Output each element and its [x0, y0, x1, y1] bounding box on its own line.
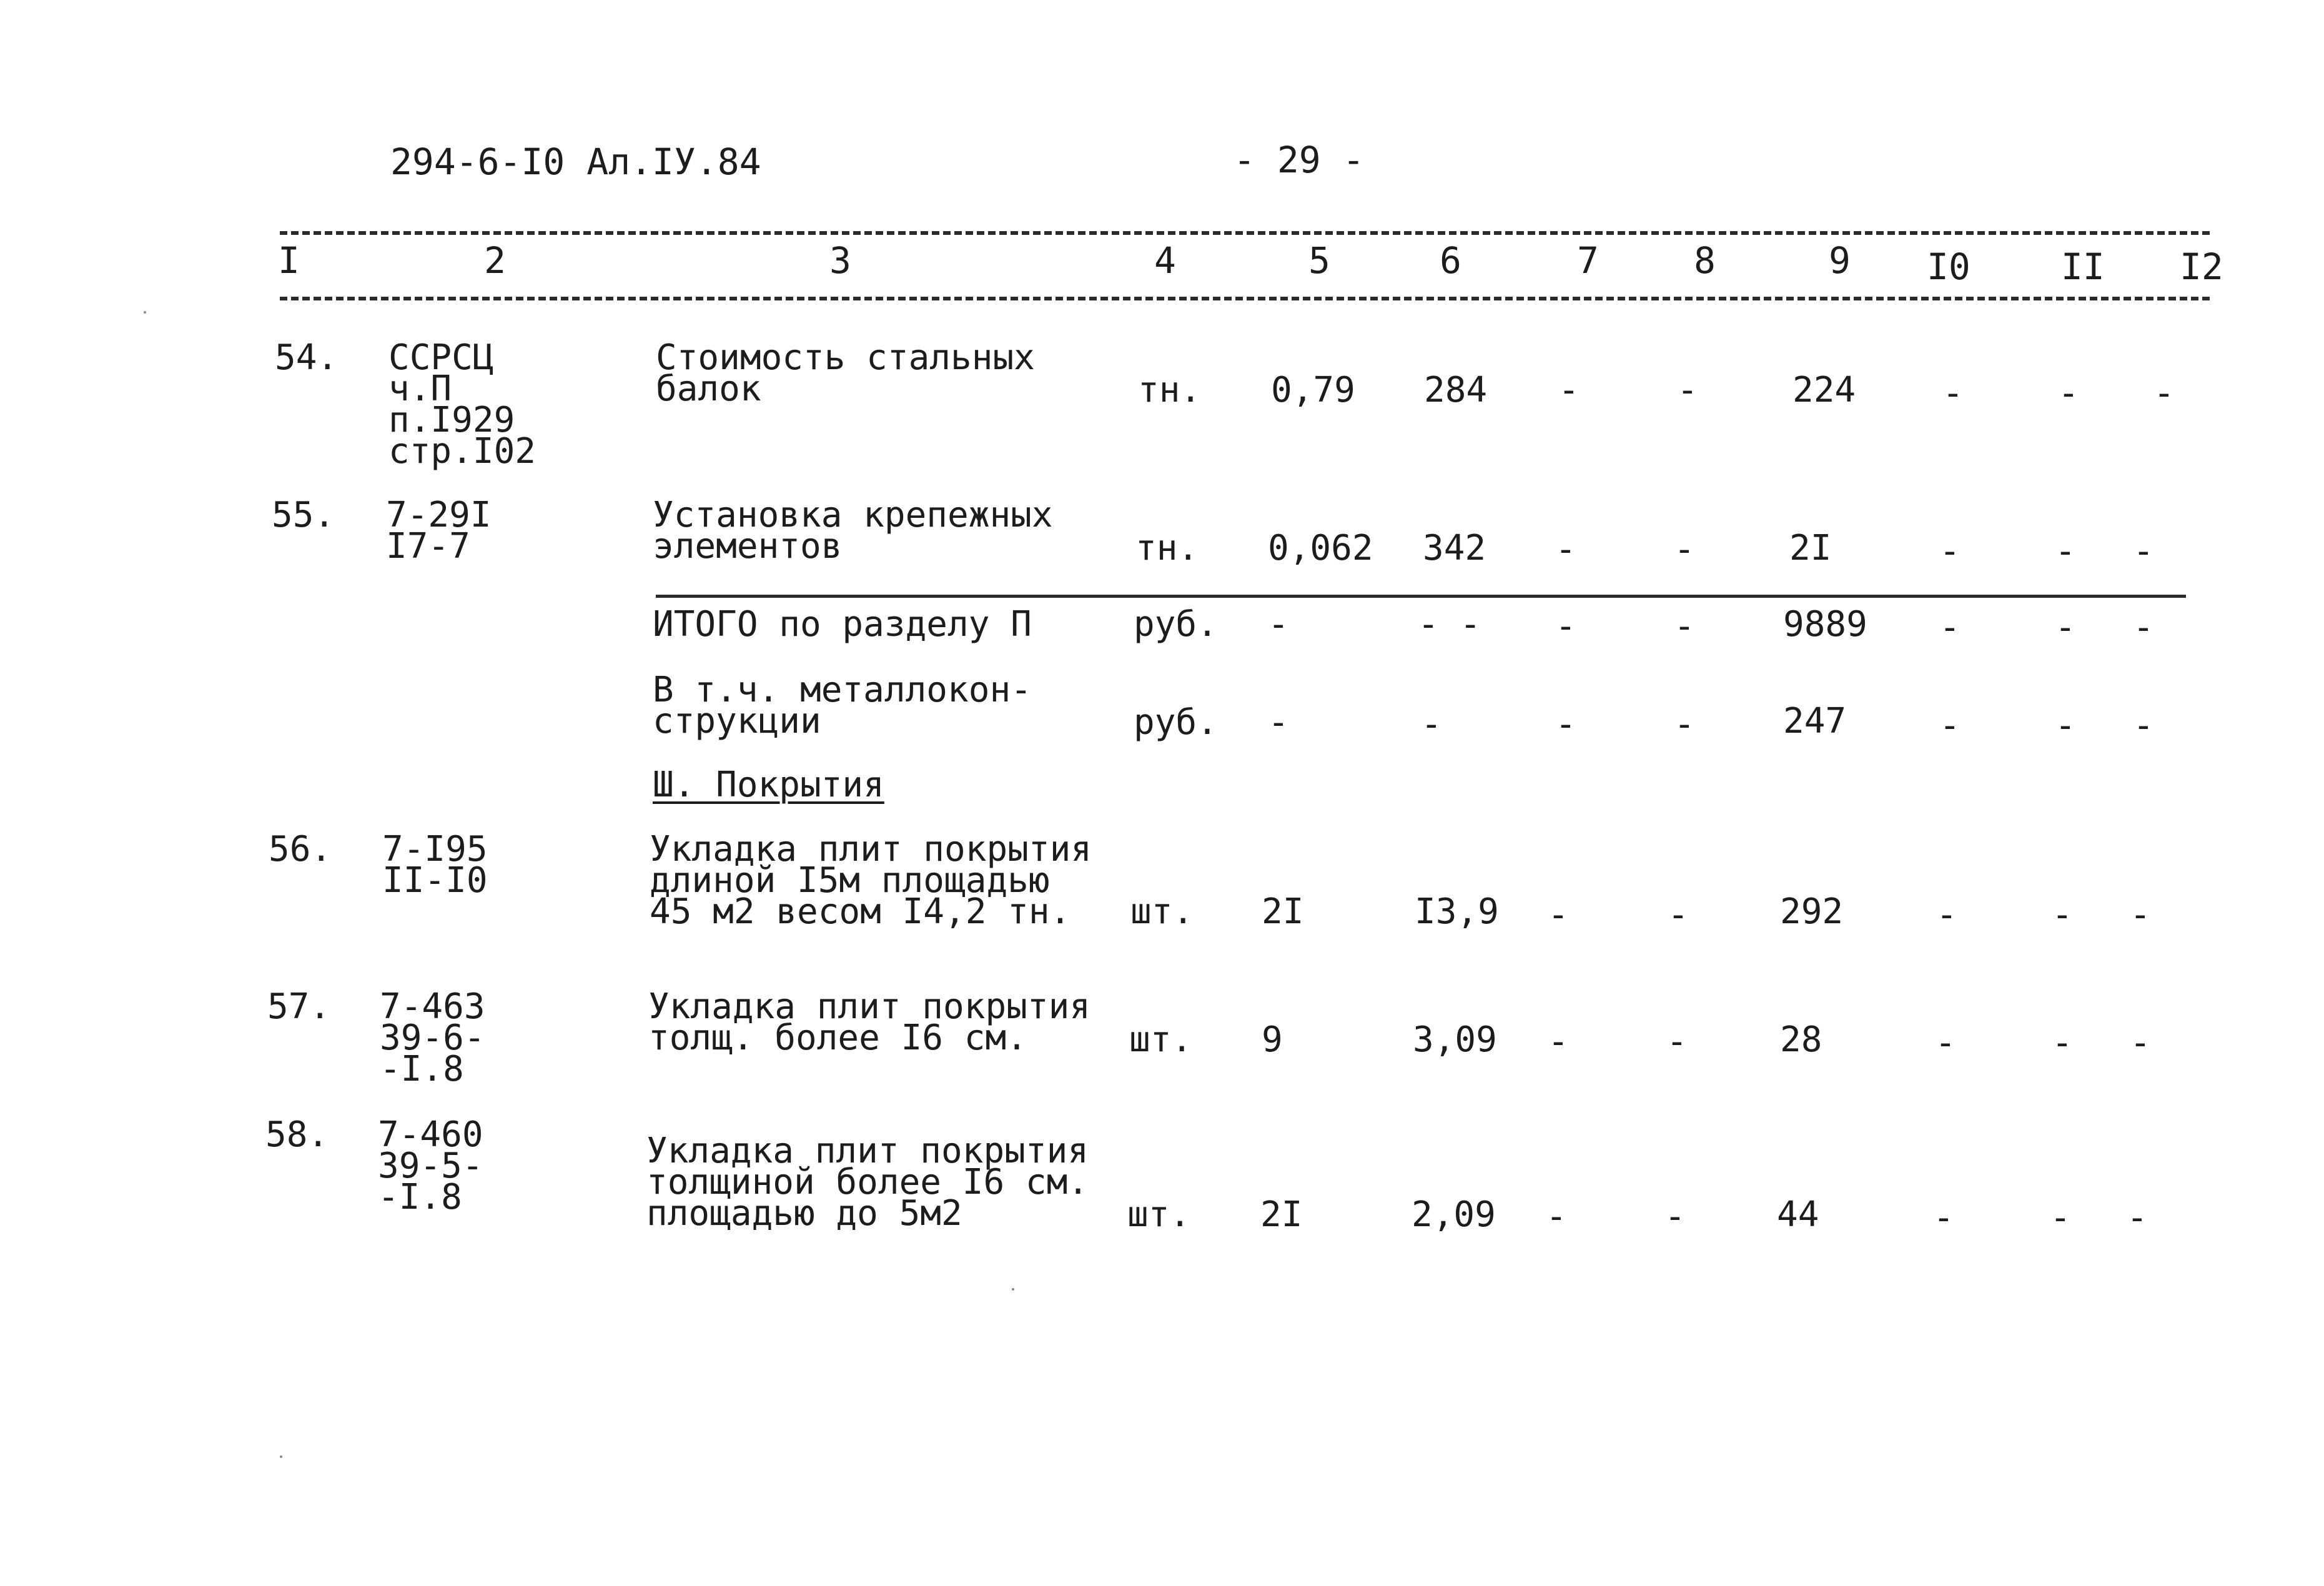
cell-col7: -	[1555, 704, 1576, 745]
cell-col7: -	[1555, 529, 1576, 570]
column-header: 7	[1577, 239, 1599, 282]
column-header: 2	[484, 239, 506, 282]
quantity-cell: -	[1268, 702, 1289, 743]
unit-cost-cell: 2,09	[1412, 1194, 1496, 1235]
column-header: 5	[1308, 239, 1330, 282]
quantity-cell: 0,062	[1268, 528, 1373, 568]
cell-col8: -	[1674, 606, 1695, 647]
section-total-rule	[656, 595, 2186, 598]
cell-col11: -	[2055, 531, 2076, 572]
row-number: 55.	[272, 495, 335, 535]
cell-col11: -	[2052, 1023, 2073, 1063]
column-header: I2	[2180, 245, 2223, 288]
work-description: Укладка плит покрытия длиной I5м площадью 45 м2 весом I4,2 тн.	[650, 829, 1092, 932]
unit-cost-cell: -	[1421, 704, 1442, 745]
cell-col7: -	[1558, 370, 1580, 410]
cell-col11: -	[2052, 895, 2073, 935]
subtotal-label: В т.ч. металлокон- струкции	[653, 670, 1032, 741]
total-cost-cell: 224	[1792, 370, 1856, 410]
row-number: 54.	[275, 337, 339, 378]
cell-col8: -	[1674, 704, 1695, 745]
column-header: I	[278, 239, 300, 282]
row-number: 57.	[267, 986, 331, 1027]
cell-col10: -	[1935, 1023, 1956, 1063]
cell-col11: -	[2058, 373, 2079, 414]
cell-col12: -	[2153, 373, 2175, 414]
total-cost-cell: 292	[1780, 891, 1844, 932]
scan-speck	[144, 311, 146, 314]
cell-col12: -	[2130, 1023, 2151, 1063]
quantity-cell: 0,79	[1271, 370, 1355, 410]
table-top-rule	[280, 231, 2210, 235]
cell-col10: -	[1939, 607, 1961, 648]
cell-col12: -	[2133, 607, 2154, 648]
work-description: Установка крепежных элементов	[653, 495, 1053, 567]
document-code: 294-6-I0 Ал.IУ.84	[390, 141, 761, 183]
unit-cell: шт.	[1130, 891, 1194, 932]
quantity-cell: 2I	[1260, 1194, 1303, 1235]
cell-col8: -	[1677, 370, 1698, 410]
cell-col12: -	[2133, 705, 2154, 746]
cell-col8: -	[1664, 1196, 1686, 1237]
total-cost-cell: 247	[1783, 701, 1847, 741]
row-number: 58.	[265, 1114, 329, 1155]
page-number: - 29 -	[1234, 139, 1365, 181]
cell-col10: -	[1942, 373, 1964, 414]
column-header: 3	[829, 239, 851, 282]
table-header-bottom-rule	[280, 297, 2210, 300]
unit-cost-cell: 284	[1424, 370, 1488, 410]
total-cost-cell: 9889	[1783, 604, 1867, 645]
unit-cost-cell: 3,09	[1413, 1019, 1497, 1060]
column-header: 9	[1829, 239, 1851, 282]
section-heading: Ш. Покрытия	[653, 765, 884, 805]
unit-cost-cell: 342	[1423, 528, 1486, 568]
unit-cell: руб.	[1134, 604, 1218, 645]
quantity-cell: 2I	[1262, 891, 1304, 932]
unit-cell: шт.	[1127, 1194, 1191, 1235]
cell-col12: -	[2130, 895, 2151, 935]
column-header: 4	[1154, 239, 1176, 282]
scan-speck	[280, 1455, 282, 1458]
quantity-cell: 9	[1262, 1019, 1283, 1060]
cell-col12: -	[2127, 1197, 2148, 1238]
work-description: Стоимость стальных балок	[656, 337, 1035, 409]
column-header: I0	[1927, 245, 1970, 288]
cell-col10: -	[1933, 1197, 1954, 1238]
cell-col7: -	[1548, 1021, 1569, 1062]
column-header: II	[2061, 245, 2105, 288]
unit-cell: тн.	[1138, 370, 1202, 410]
work-description: Укладка плит покрытия толщ. более I6 см.	[648, 986, 1091, 1058]
cell-col10: -	[1936, 895, 1957, 935]
cell-col7: -	[1555, 606, 1576, 647]
cell-col11: -	[2055, 607, 2076, 648]
scan-speck	[1012, 1288, 1014, 1291]
cell-col10: -	[1939, 705, 1961, 746]
row-number: 56.	[269, 829, 332, 870]
unit-cell: тн.	[1135, 528, 1199, 568]
estimate-reference: 7-I95 II-I0	[382, 829, 488, 901]
cell-col7: -	[1548, 895, 1569, 935]
column-header: 8	[1694, 239, 1716, 282]
column-header: 6	[1440, 239, 1461, 282]
cell-col8: -	[1668, 895, 1689, 935]
cell-col12: -	[2133, 531, 2154, 572]
total-cost-cell: 44	[1777, 1194, 1819, 1235]
estimate-reference: 7-460 39-5- -I.8	[378, 1114, 483, 1217]
cell-col7: -	[1546, 1196, 1567, 1237]
unit-cell: шт.	[1129, 1019, 1193, 1060]
cell-col11: -	[2055, 705, 2076, 746]
cell-col8: -	[1674, 529, 1695, 570]
quantity-cell: -	[1268, 604, 1289, 645]
cell-col8: -	[1666, 1021, 1688, 1062]
work-description: Укладка плит покрытия толщиной более I6 см. площадью до 5м2	[646, 1131, 1089, 1234]
estimate-reference: 7-463 39-6- -I.8	[380, 986, 485, 1089]
total-cost-cell: 28	[1780, 1019, 1822, 1060]
estimate-reference: ССРСЦ ч.П п.I929 стр.I02	[388, 337, 536, 472]
estimate-reference: 7-29I I7-7	[386, 495, 492, 567]
total-label: ИТОГО по разделу П	[653, 604, 1032, 645]
cell-col11: -	[2050, 1197, 2071, 1238]
total-cost-cell: 2I	[1789, 528, 1832, 568]
unit-cost-cell: - -	[1418, 604, 1481, 645]
unit-cost-cell: I3,9	[1415, 891, 1499, 932]
unit-cell: руб.	[1134, 702, 1218, 743]
cell-col10: -	[1939, 531, 1961, 572]
